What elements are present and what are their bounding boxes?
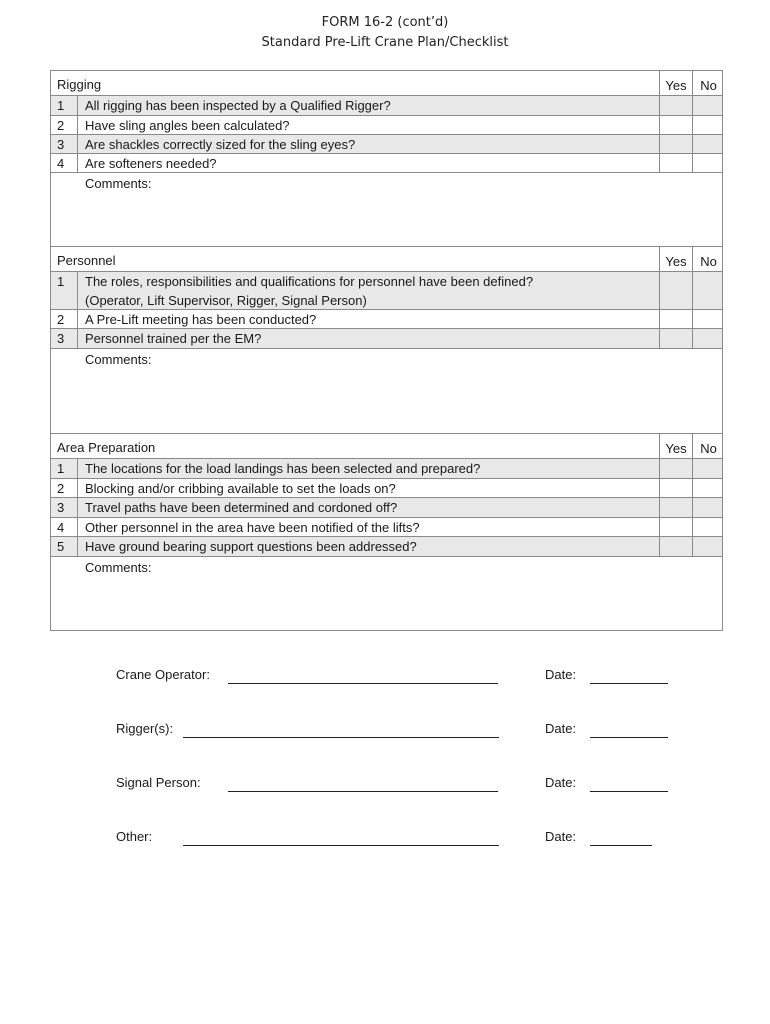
section-title: Personnel bbox=[57, 253, 116, 268]
no-column-header: No bbox=[692, 247, 724, 271]
yes-checkbox[interactable] bbox=[659, 518, 692, 536]
section-header bbox=[51, 434, 722, 458]
yes-checkbox[interactable] bbox=[659, 154, 692, 172]
yes-checkbox[interactable] bbox=[659, 498, 692, 517]
question-text: Have ground bearing support questions been addressed? bbox=[85, 539, 417, 554]
checklist-row bbox=[51, 497, 722, 517]
question-text: Blocking and/or cribbing available to set the loads on? bbox=[85, 481, 396, 496]
no-checkbox[interactable] bbox=[692, 459, 724, 478]
comments-label: Comments: bbox=[85, 352, 152, 367]
yes-checkbox[interactable] bbox=[659, 479, 692, 497]
checklist-row bbox=[51, 517, 722, 536]
checklist-row bbox=[51, 115, 722, 134]
form-number: FORM 16-2 (cont’d) bbox=[321, 15, 449, 30]
row-number: 2 bbox=[51, 310, 78, 328]
yes-checkbox[interactable] bbox=[659, 459, 692, 478]
signature-line[interactable] bbox=[228, 667, 498, 684]
no-checkbox[interactable] bbox=[692, 329, 724, 348]
signature-label: Signal Person: bbox=[116, 775, 201, 790]
question-text: The roles, responsibilities and qualifications for personnel have been defined? (Operator, Lift Supervisor, Rigger, Signal Person) bbox=[85, 274, 534, 308]
checklist-row bbox=[51, 153, 722, 172]
question-text: Are shackles correctly sized for the sling eyes? bbox=[85, 137, 356, 152]
comments-label: Comments: bbox=[85, 176, 152, 191]
comments-label: Comments: bbox=[85, 560, 152, 575]
checklist-row bbox=[51, 328, 722, 348]
signature-label: Rigger(s): bbox=[116, 721, 174, 736]
yes-checkbox[interactable] bbox=[659, 272, 692, 309]
no-checkbox[interactable] bbox=[692, 518, 724, 536]
date-line[interactable] bbox=[590, 667, 668, 684]
checklist-row bbox=[51, 478, 722, 497]
row-number: 2 bbox=[51, 116, 78, 134]
section-area-preparation bbox=[50, 433, 723, 631]
form-header bbox=[0, 13, 770, 53]
yes-checkbox[interactable] bbox=[659, 310, 692, 328]
row-number: 2 bbox=[51, 479, 78, 497]
row-number: 1 bbox=[51, 96, 78, 115]
signature-crane-operator bbox=[0, 667, 770, 691]
row-number: 3 bbox=[51, 498, 78, 517]
signature-signal-person bbox=[0, 775, 770, 799]
date-line[interactable] bbox=[590, 721, 668, 738]
date-label: Date: bbox=[545, 775, 577, 790]
row-number: 4 bbox=[51, 518, 78, 536]
date-line[interactable] bbox=[590, 775, 668, 792]
yes-checkbox[interactable] bbox=[659, 135, 692, 153]
question-text: Have sling angles been calculated? bbox=[85, 118, 290, 133]
question-text: Personnel trained per the EM? bbox=[85, 331, 262, 346]
checklist-row bbox=[51, 458, 722, 478]
section-title: Area Preparation bbox=[57, 440, 156, 455]
date-line[interactable] bbox=[590, 829, 652, 846]
row-number: 4 bbox=[51, 154, 78, 172]
signature-line[interactable] bbox=[183, 829, 499, 846]
question-text: A Pre-Lift meeting has been conducted? bbox=[85, 312, 317, 327]
question-text: Other personnel in the area have been notified of the lifts? bbox=[85, 520, 420, 535]
row-number: 3 bbox=[51, 135, 78, 153]
row-number: 5 bbox=[51, 537, 78, 556]
no-column-header: No bbox=[692, 71, 724, 95]
row-number: 1 bbox=[51, 272, 78, 309]
no-checkbox[interactable] bbox=[692, 498, 724, 517]
yes-checkbox[interactable] bbox=[659, 116, 692, 134]
checklist-row bbox=[51, 271, 722, 309]
no-checkbox[interactable] bbox=[692, 272, 724, 309]
section-header bbox=[51, 71, 722, 95]
question-text: The locations for the load landings has been selected and prepared? bbox=[85, 461, 481, 476]
row-number: 3 bbox=[51, 329, 78, 348]
section-header bbox=[51, 247, 722, 271]
yes-column-header: Yes bbox=[659, 247, 692, 271]
question-text: Are softeners needed? bbox=[85, 156, 217, 171]
signature-label: Other: bbox=[116, 829, 153, 844]
section-rigging bbox=[50, 70, 723, 247]
row-number: 1 bbox=[51, 459, 78, 478]
signature-label: Crane Operator: bbox=[116, 667, 210, 682]
comments-field[interactable] bbox=[51, 556, 722, 630]
yes-checkbox[interactable] bbox=[659, 329, 692, 348]
yes-column-header: Yes bbox=[659, 71, 692, 95]
no-checkbox[interactable] bbox=[692, 135, 724, 153]
no-checkbox[interactable] bbox=[692, 96, 724, 115]
checklist-row bbox=[51, 309, 722, 328]
section-title: Rigging bbox=[57, 77, 102, 92]
no-checkbox[interactable] bbox=[692, 154, 724, 172]
yes-checkbox[interactable] bbox=[659, 537, 692, 556]
yes-checkbox[interactable] bbox=[659, 96, 692, 115]
signature-line[interactable] bbox=[228, 775, 498, 792]
signature-line[interactable] bbox=[183, 721, 499, 738]
form-title: Standard Pre-Lift Crane Plan/Checklist bbox=[261, 35, 509, 50]
checklist-row bbox=[51, 134, 722, 153]
signature-riggers bbox=[0, 721, 770, 745]
comments-field[interactable] bbox=[51, 172, 722, 247]
date-label: Date: bbox=[545, 721, 577, 736]
date-label: Date: bbox=[545, 829, 577, 844]
date-label: Date: bbox=[545, 667, 577, 682]
signature-other bbox=[0, 829, 770, 853]
question-text: All rigging has been inspected by a Qualified Rigger? bbox=[85, 98, 391, 113]
no-column-header: No bbox=[692, 434, 724, 458]
checklist-row bbox=[51, 95, 722, 115]
checklist-row bbox=[51, 536, 722, 556]
no-checkbox[interactable] bbox=[692, 310, 724, 328]
question-text: Travel paths have been determined and cordoned off? bbox=[85, 500, 398, 515]
no-checkbox[interactable] bbox=[692, 537, 724, 556]
section-personnel bbox=[50, 246, 723, 434]
comments-field[interactable] bbox=[51, 348, 722, 434]
no-checkbox[interactable] bbox=[692, 479, 724, 497]
no-checkbox[interactable] bbox=[692, 116, 724, 134]
yes-column-header: Yes bbox=[659, 434, 692, 458]
